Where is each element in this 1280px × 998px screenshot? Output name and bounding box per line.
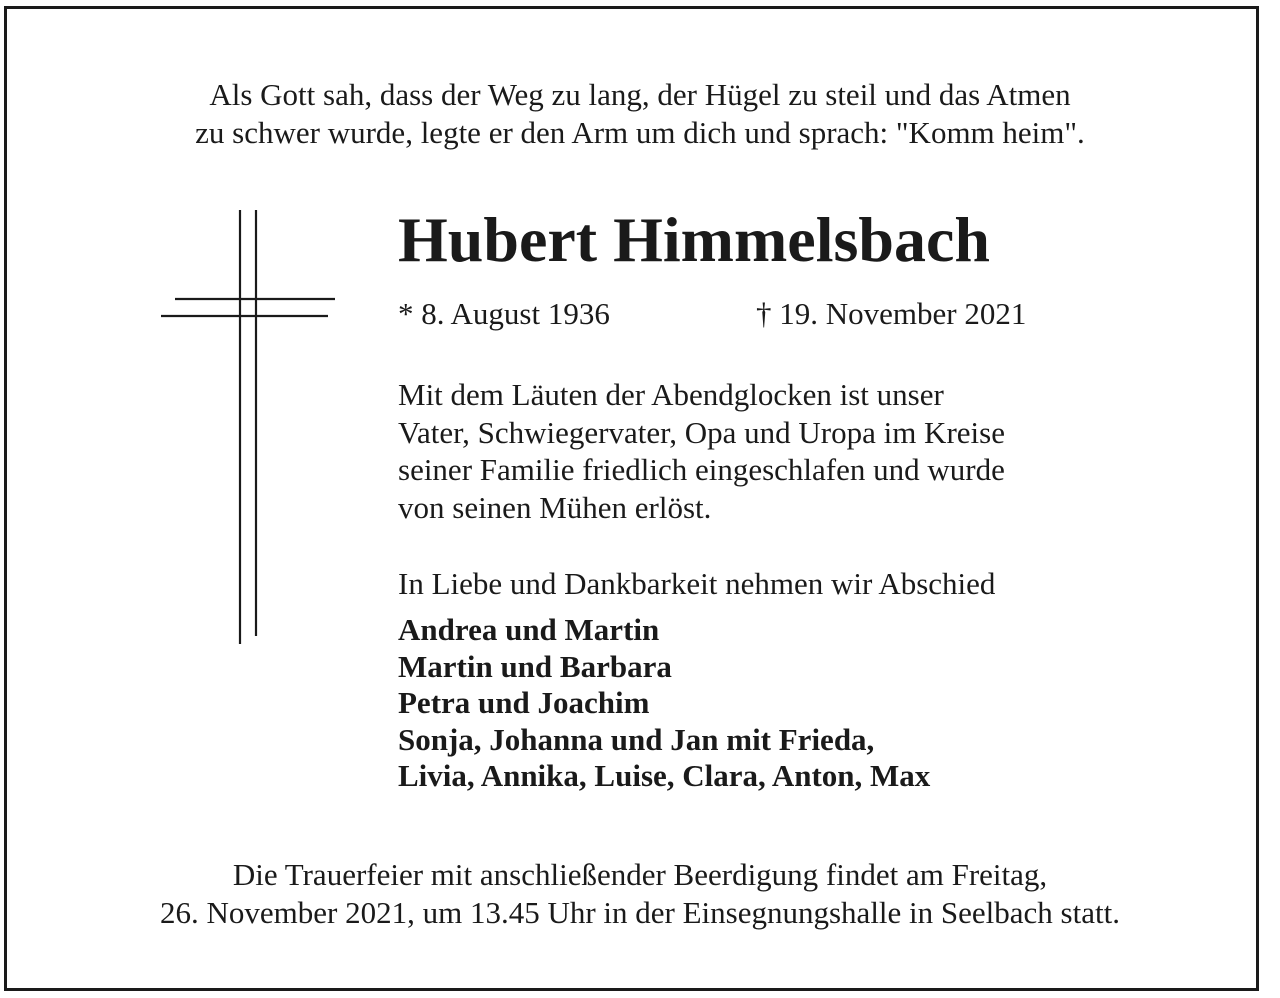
family-line: Andrea und Martin [398,612,660,647]
family-names [398,612,930,795]
service-line: Die Trauerfeier mit anschließender Beerdigung findet am Freitag, [232,857,1048,892]
intro-line: zu schwer wurde, legte er den Arm um dich und sprach: "Komm heim". [195,115,1085,150]
farewell-line: In Liebe und Dankbarkeit nehmen wir Abschied [398,566,996,601]
service-line: 26. November 2021, um 13.45 Uhr in der Einsegnungshalle in Seelbach statt. [160,895,1120,930]
family-line: Petra und Joachim [398,685,650,720]
cross-icon [158,208,338,648]
deceased-name: Hubert Himmelsbach [398,204,990,275]
family-line: Sonja, Johanna und Jan mit Frieda, [398,721,875,757]
message-line: von seinen Mühen erlöst. [398,489,712,525]
intro-verse [0,76,1280,152]
intro-line: Als Gott sah, dass der Weg zu lang, der Hügel zu steil und das Atmen [209,77,1071,112]
family-line: Livia, Annika, Luise, Clara, Anton, Max [398,758,931,793]
death-date: † 19. November 2021 [756,296,1027,331]
family-line: Martin und Barbara [398,648,672,684]
message-line: Vater, Schwiegervater, Opa und Uropa im Kreise [398,414,1005,450]
message-line: seiner Familie friedlich eingeschlafen und wurde [398,452,1005,487]
birth-date: * 8. August 1936 [398,296,610,331]
obituary-message [398,376,1005,526]
funeral-service-notice [0,856,1280,932]
message-line: Mit dem Läuten der Abendglocken ist unser [398,377,944,412]
